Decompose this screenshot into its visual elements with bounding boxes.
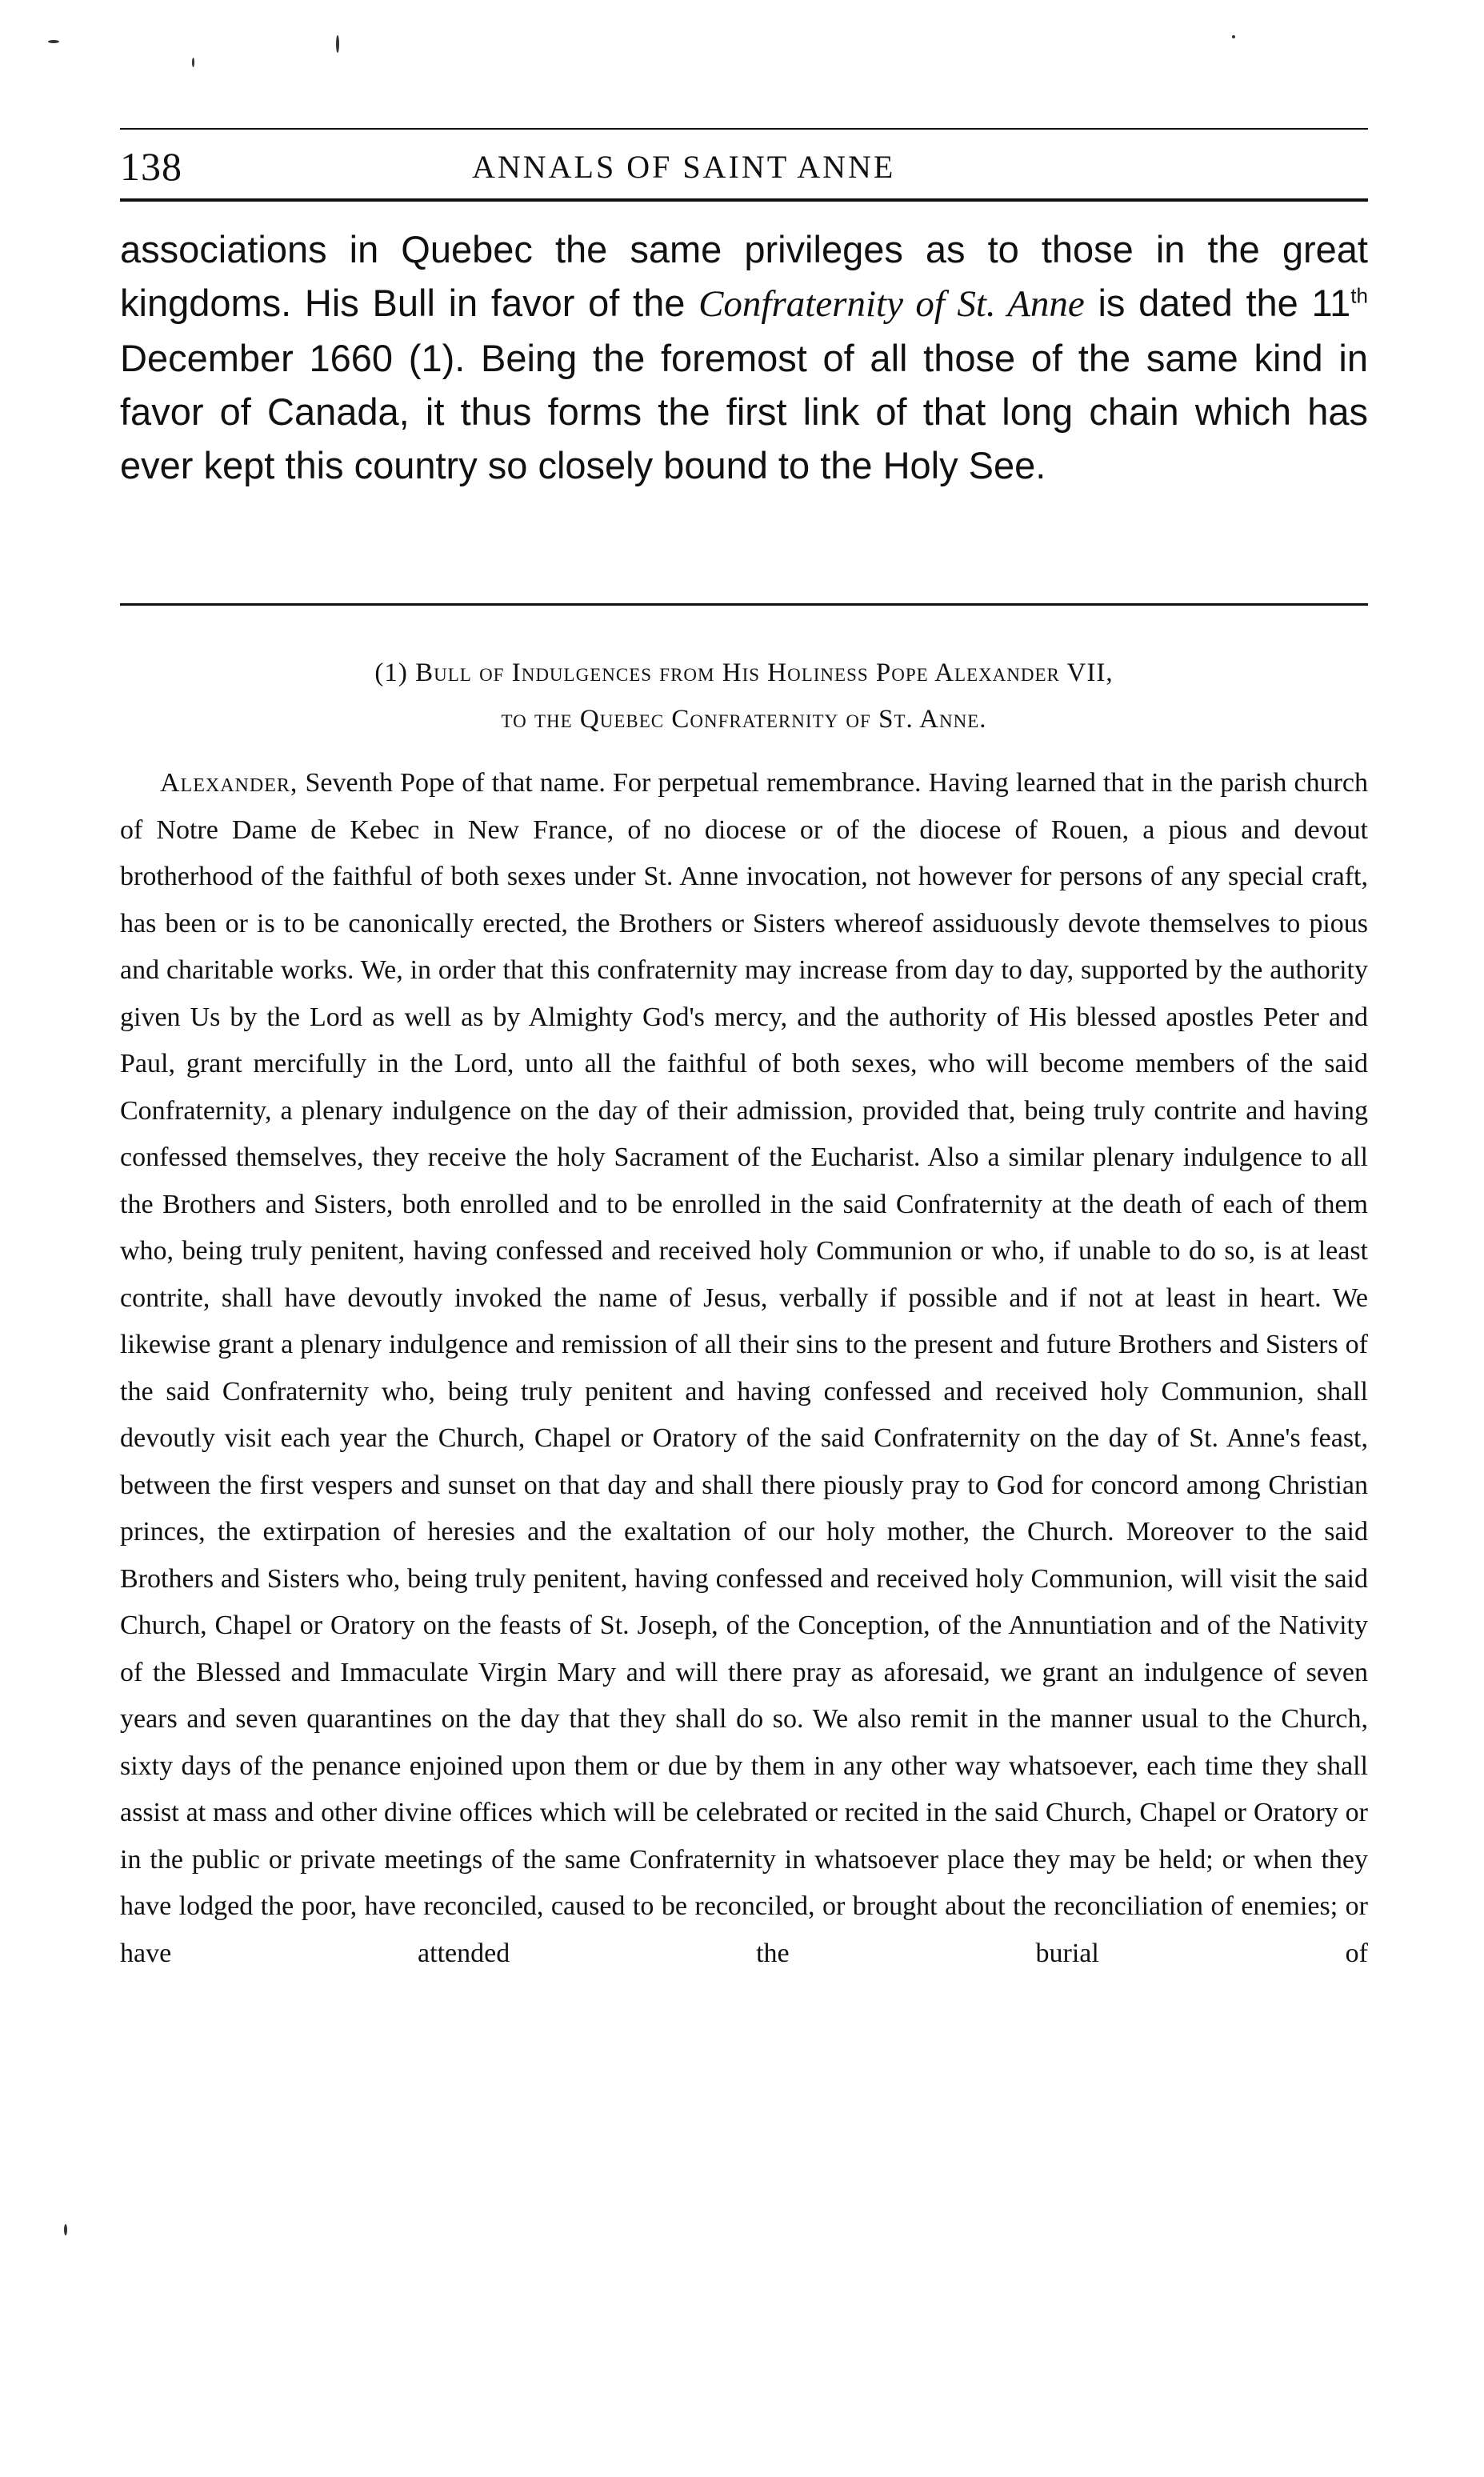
running-title: ANNALS OF SAINT ANNE <box>472 149 896 185</box>
main-text-part2: is dated the 11 <box>1084 282 1351 324</box>
scan-speck <box>64 2224 67 2235</box>
scan-speck <box>48 40 59 43</box>
ordinal-suffix: th <box>1350 283 1368 308</box>
footnote-lead-name: Alexander, <box>160 768 298 798</box>
page-number: 138 <box>120 144 182 189</box>
running-head <box>120 142 1368 198</box>
main-text-part1: associations in Quebec the same privileges as to those in the great kingdoms. His Bull in favor of the <box>120 228 1368 324</box>
footnote-separator <box>120 603 1368 606</box>
main-text-part3: December 1660 (1). Being the foremost of all those of the same kind in favor of Canada, it thus forms the first link of that long chain which has ever kept this country so closely bound to the Holy See. <box>120 337 1368 486</box>
top-thin-rule <box>120 128 1368 130</box>
header-rule <box>120 198 1368 202</box>
main-paragraph <box>120 222 1368 492</box>
footnote-body-text: Seventh Pope of that name. For perpetual remembrance. Having learned that in the parish church of Notre Dame de Kebec in New France, of no diocese or of the diocese of Rouen, a pious and devout brotherhood of the faithful of both sexes under St. Anne invocation, not however for persons of any special craft, has been or is to be canonically erected, the Brothers or Sisters whereof assiduously devote themselves to pious and charitable works. We, in order that this confraternity may increase from day to day, supported by the authority given Us by the Lord as well as by Almighty God's mercy, and the authority of His blessed apostles Peter and Paul, grant mercifully in the Lord, unto all the faithful of both sexes, who will become members of the said Confraternity, a plenary indulgence on the day of their admission, provided that, being truly contrite and having confessed themselves, they receive the holy Sacrament of the Eucharist. Also a similar plenary indulgence to all the Brothers and Sisters, both enrolled and to be enrolled in the said Confraternity at the death of each of them who, being truly penitent, having confessed and received holy Communion or who, if unable to do so, is at least contrite, shall have devoutly invoked the name of Jesus, verbally if possible and if not at least in heart. We likewise grant a plenary indulgence and remission of all their sins to the present and future Brothers and Sisters of the said Confraternity who, being truly penitent and having confessed and received holy Communion, shall devoutly visit each year the Church, Chapel or Oratory of the said Confraternity on the day of St. Anne's feast, between the first vespers and sunset on that day and shall there piously pray to God for concord among Christian princes, the extirpation of heresies and the exaltation of our holy mother, the Church. Moreover to the said Brothers and Sisters who, being truly penitent, having confessed and received holy Communion, will visit the said Church, Chapel or Oratory on the feasts of St. Joseph, of the Conception, of the Annuntiation and of the Nativity of the Blessed and Immaculate Virgin Mary and will there pray as aforesaid, we grant an indulgence of seven years and seven quarantines on the day that they shall do so. We also remit in the manner usual to the Church, sixty days of the penance enjoined upon them or due by them in any other way whatsoever, each time they shall assist at mass and other divine offices which will be celebrated or recited in the said Church, Chapel or Oratory or in the public or private meetings of the same Confraternity in whatsoever place they may be held; or when they have lodged the poor, have reconciled, caused to be reconciled, or brought about the reconciliation of enemies; or have attended the burial of <box>120 768 1368 1968</box>
footnote-heading <box>120 650 1368 742</box>
footnote-heading-line1: (1) Bull of Indulgences from His Holiness Pope Alexander VII, <box>374 658 1114 687</box>
book-page <box>120 0 1368 2477</box>
confraternity-title: Confraternity of St. Anne <box>698 283 1085 325</box>
footnote-heading-line2: to the Quebec Confraternity of St. Anne. <box>501 705 987 734</box>
scan-speck <box>336 35 339 53</box>
footnote-body <box>120 760 1368 1977</box>
scan-speck <box>192 58 194 67</box>
scan-speck <box>1232 35 1235 38</box>
